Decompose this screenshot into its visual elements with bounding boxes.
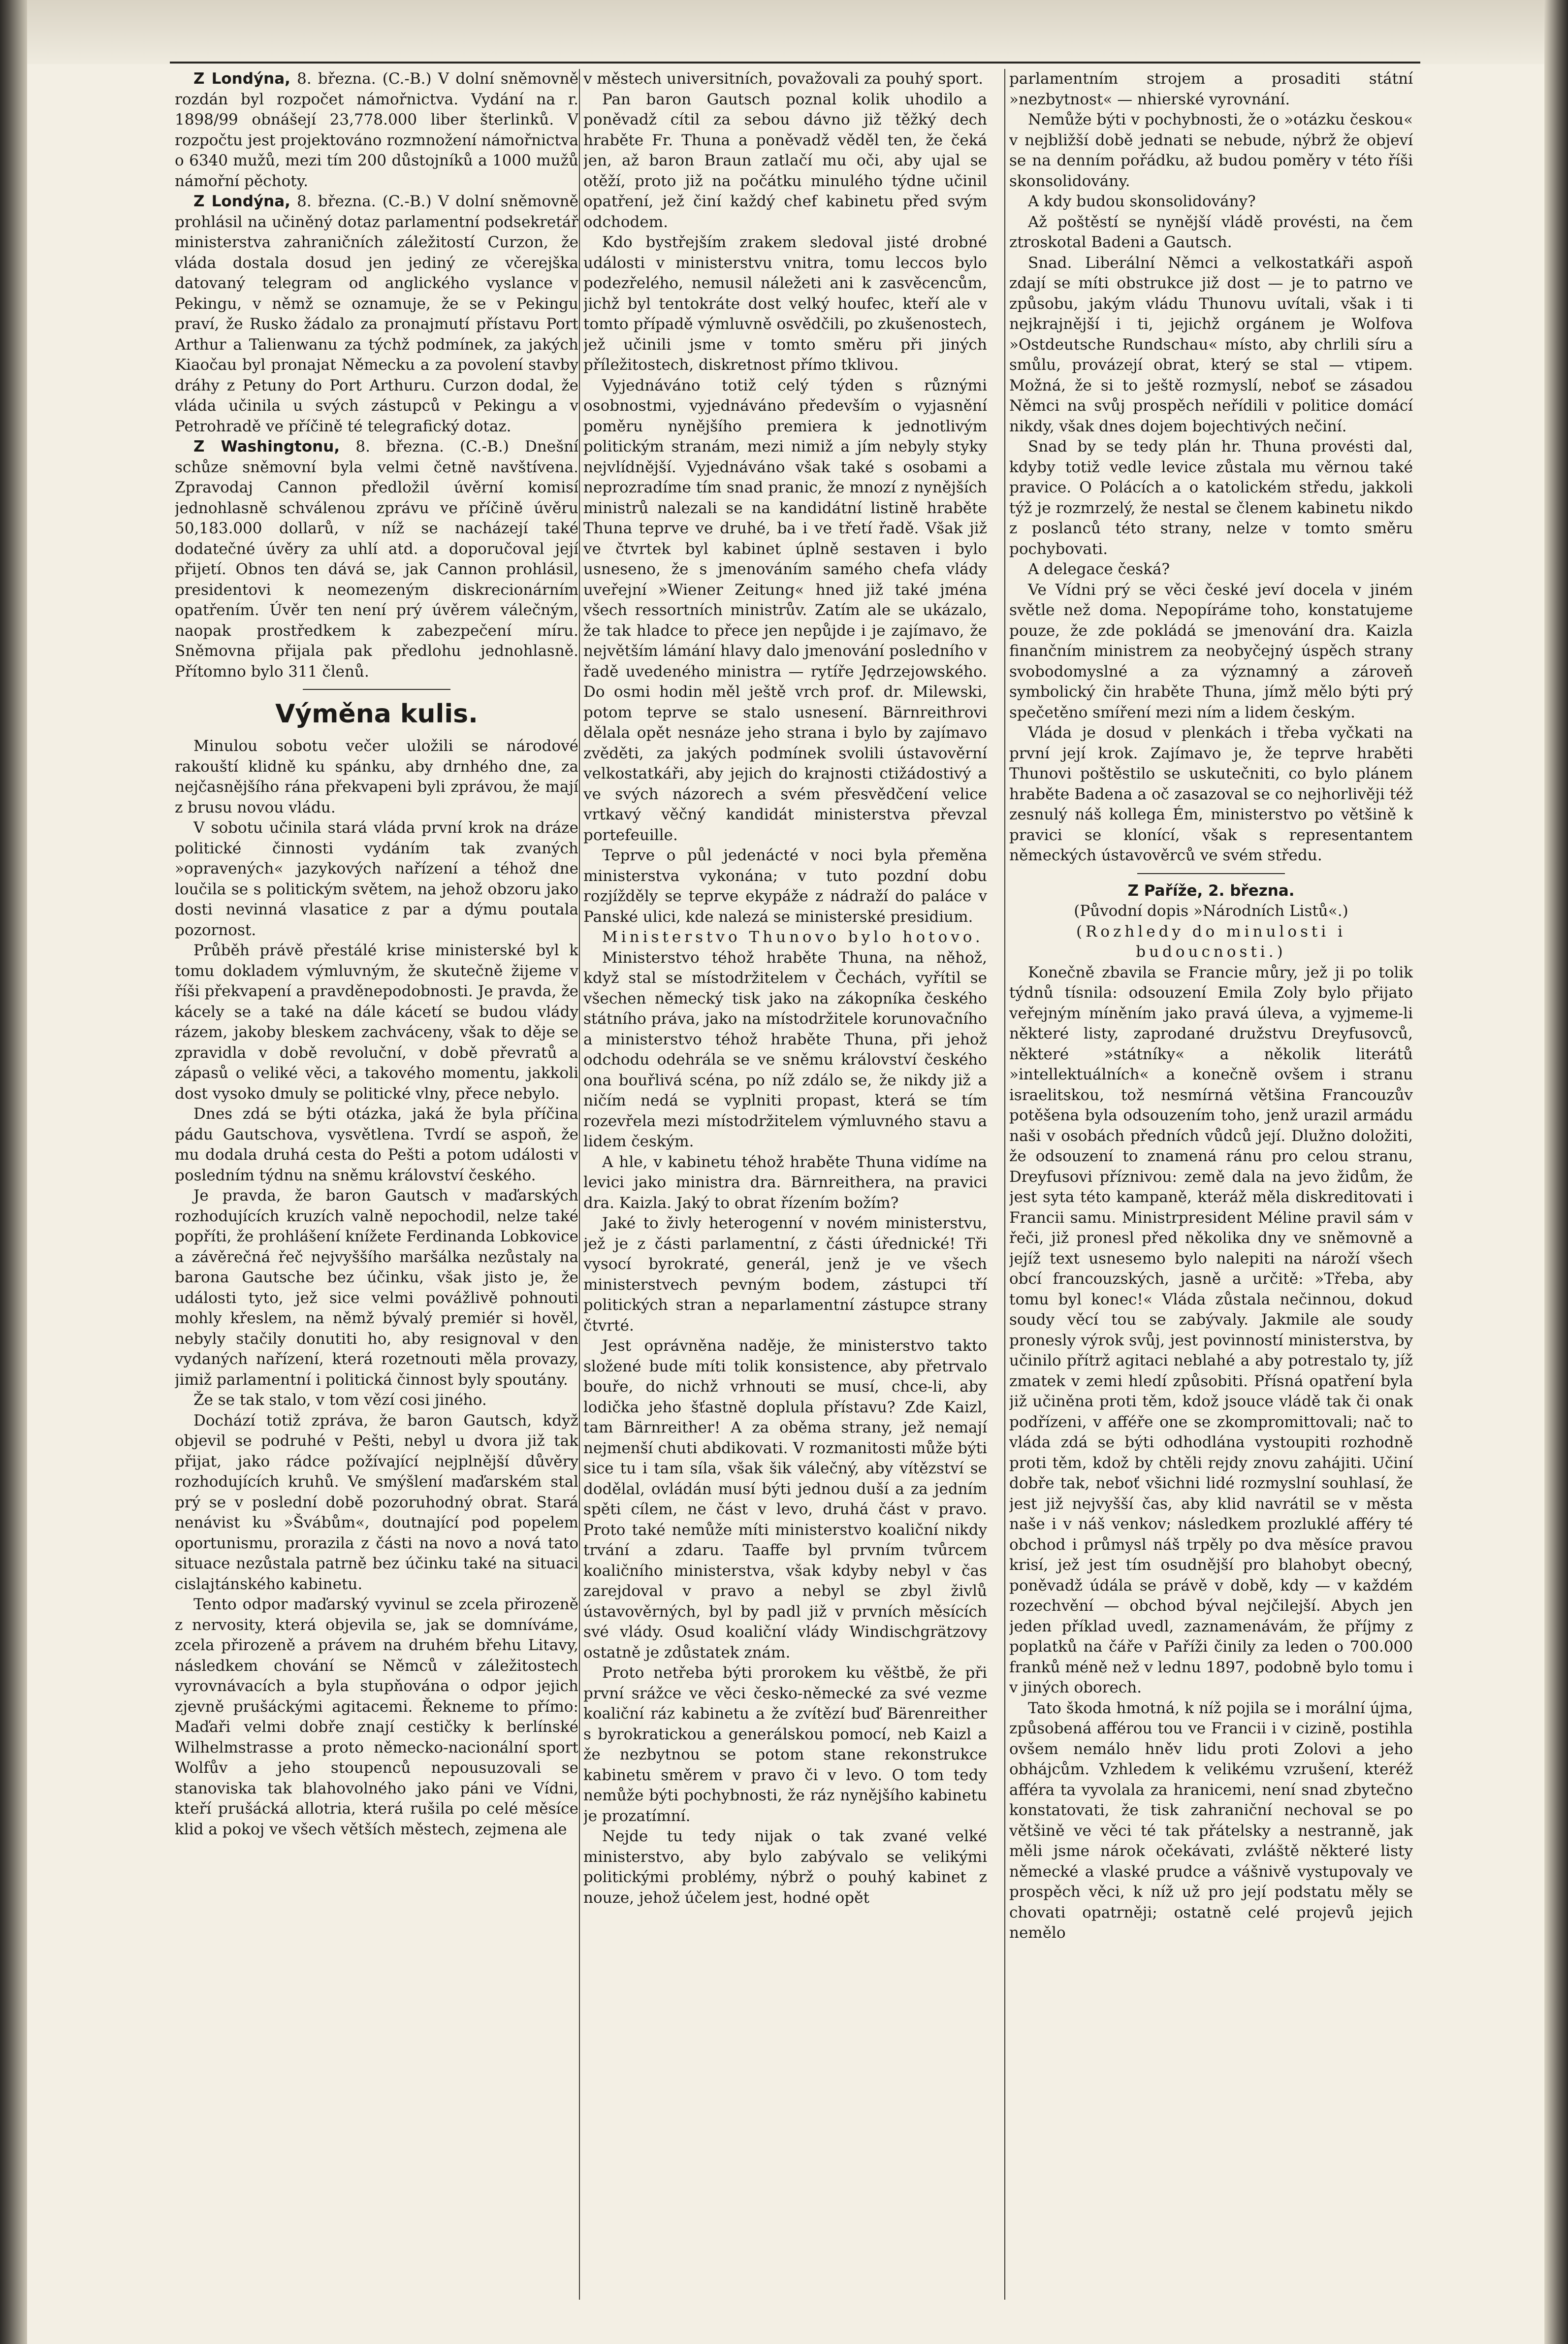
article-paragraph: Jaké to živly heterogenní v novém ministerstvu, jež je z části parlamentní, z části úřednické! Tři vysocí byrokraté, generál, jenž je ve všech ministerstvech pevným bodem, zástupci tří politických stran a neparlamentní zástupce strany čtvrté. — [583, 1214, 987, 1335]
article-paragraph: V sobotu učinila stará vláda první krok na dráze politické činnosti vydáním tak zvaných »opravených« jazykových nařízení a téhož dne loučila se s politickým světem, na jehož obzoru jako dosti nevinná vlasatice z par a dýmu poutala pozornost. — [175, 819, 578, 939]
article-paragraph: Tento odpor maďarský vyvinul se zcela přirozeně z nervosity, která objevila se, jak se domníváme, zcela přirozeně a právem na druhém břehu Litavy, následkem chování se Němců v záležitostech vyrovnávacích a byla stupňována o odpor jejich zjevně prušáckými agitacemi. Řekneme to přímo: Maďaři velmi dobře znají cestičky k berlínské Wilhelmstrasse a proto německo-nacionální sport Wolfův a jeho stoupenců nepousuzovali se stanoviska tak blahovolného jako páni ve Vídni, kteří prušácká allotria, která rušila po celé měsíce klid a pokoj ve všech větších městech, zejmena ale — [175, 1595, 578, 1838]
article-paragraph: Nemůže býti v pochybnosti, že o »otázku českou« v nejbližší době jednati se nebude, nýbrž že objeví se na denním pořádku, až budou poměry v této říši skonsolidovány. — [1009, 111, 1413, 190]
article-paragraph: Konečně zbavila se Francie můry, jež ji po tolik týdnů tísnila: odsouzení Emila Zoly bylo přijato veřejným míněním jako pravá úleva, a vyjmeme-li některé listy, zaprodané družstvu Dreyfusovců, některé »státníky« a několik literátů »intellektuálních« a konečně ovšem i stranu israelitskou, tož nesmírná většina Francouzův potěšena byla odsouzením toho, jenž urazil armádu naši v osobách předních vůdců její. Dlužno doložiti, že odsouzení to znamená ránu pro celou stranu, Dreyfusovi příznivou: země dala na jevo židům, že jest syta této kampaně, kteráž měla diskreditovati i Francii samu. Ministrpresident Méline pravil sám v řeči, již pronesl před několika dny ve sněmovně a jejíž text usnesemo bylo nalepiti na nároží všech obcí francouzských, jasně a určitě: »Třeba, aby tomu byl konec!« Vláda zůstala nečinnou, dokud soudy věcí tou se zabývaly. Jakmile ale soudy pronesly výrok svůj, jest povinností ministerstva, by učinilo přítrž agitaci neblahé a aby potrestalo ty, jíž zmatek v zemi hledí způsobiti. Přísná opatření byla již učiněna proti těm, kdož jsouce vládě tak či onak podřízeni, v afféře one se zkompromittovali; nač to vláda zdá se býti odhodlána vystoupiti rozhodně proti těm, kdož by chtěli rejdy znovu zahájiti. Učiní dobře tak, neboť všichni lidé rozmyslní souhlasí, že jest již nejvyšší čas, aby klid navrátil se v města naše i v náš venkov; následkem prozluklé afféry té obchod i průmysl náš trpěly po dva měsíce pravou krisí, jež jest tím osudnější pro blahobyt obecný, poněvadž údála se právě v době, kdy — v každém rozechvění — obchod býval nejčilejší. Abych jen jeden příklad uvedl, zaznamenávám, že příjmy z poplatků na čáře v Paříži činily za leden o 700.000 franků méně než v lednu 1897, podobně bylo tomu i v jiných oborech. — [1009, 963, 1413, 1696]
article-paragraph: Ministerstvo téhož hraběte Thuna, na něhož, když stal se místodržitelem v Čechách, vyřítil se všechen německý tisk jako na zákopníka českého státního práva, jako na místodržitele korunovačního a ministerstvo téhož hraběte Thuna, při jehož odchodu odehrála se ve sněmu království českého ona bouřlivá scéna, po níž zdálo se, že nikdy již a ničím nedá se vyplniti propast, která se tím rozevřela mezi místodržitelem výmluvného stavu a lidem českým. — [583, 948, 987, 1150]
article-paragraph: Jest oprávněna naděje, že ministerstvo takto složené bude míti tolik konsistence, aby přetrvalo bouře, do nichž vrhnouti se musí, chce-li, aby lodička jeho šťastně doplula přístavu? Zde Kaizl, tam Bärnreither! A za oběma strany, jež nemají nejmenší chuti abdikovati. V rozmanitosti může býti sice tu i tam síla, však šik válečný, aby vítězství se dodělal, ovládán musí býti jednou duší a za jedním spěti cílem, ne část v levo, druhá část v pravo. Proto také nemůže míti ministerstvo koaliční nikdy trvání a zdaru. Taaffe byl prvním tvůrcem koaličního ministerstva, však kdyby nebyl v čas zarejdoval v pravo a nebyl se zbyl živlů ústavověrných, byl by padl již v prvních měsících své vlády. Osud koaliční vlády Windischgrätzovy ostatně je zdůstatek znám. — [583, 1337, 987, 1661]
news-text: 8. března. (C.-B.) V dolní sněmovně prohlásil na učiněný dotaz parlamentní podsekretář ministerstva zahraničních záležitostí Curzon, že vláda dostala dosud jen jediný ze včerejška datovaný telegram od anglického vyslance v Pekingu, v němž se oznamuje, že se v Pekingu praví, že Rusko žádalo za pronajmutí přístavu Port Arthur a Talienwanu za týchž podmínek, za jakých Kiaočau byl pronajat Německu a za povolení stavby dráhy z Petuny do Port Arthuru. Curzon dodal, že vláda učinila u svých zástupců v Pekingu a v Petrohradě ve příčině té telegrafický dotaz. — [175, 193, 578, 435]
article-paragraph: Vyjednáváno totiž celý týden s různými osobnostmi, vyjednáváno především o vyjasnění poměru nynějšího premiera k jednotlivým politickým stranám, mezi nimiž a jím nebyly styky nejvlídnější. Vyjednáváno však také s osobami a neprozradíme tím snad pranic, že mnozí z nynějších ministrů nalezali se na kandidátní listině hraběte Thuna teprve ve druhé, ba i ve třetí řadě. Však již ve čtvrtek byl kabinet úplně sestaven i bylo usneseno, že s jmenováním samého chefa vlády uveřejní »Wiener Zeitung« hned již také jména všech ressortních ministrův. Zatím ale se ukázalo, že tak hladce to přece jen nepůjde i je zajímavo, že největším lámání hlavy dalo jmenování posledního v řadě uvedeného ministra — rytíře Jędrzejowského. Do osmi hodin měl ještě vrch prof. dr. Milewski, potom teprve se stalo usnesení. Bärnreithrovi dělala opět nesnáze jeho strana i bylo by zajímavo zvěděti, za jakých podmínek svolili ústavověrní velkostatkáři, aby jejich do krajnosti ctižádostivý a ve svých názorech a svém přesvědčení velice vrtkavý věčný kandidát ministerstva převzal portefeuille. — [583, 376, 987, 844]
article-paragraph: Nejde tu tedy nijak o tak zvané velké ministerstvo, aby bylo zabývalo se velikými politickými problémy, nýbrž o pouhý kabinet z nouze, jehož účelem jest, hodné opět — [583, 1827, 987, 1907]
news-text: 8. března. (C.-B.) V dolní sněmovně rozdán byl rozpočet námořnictva. Vydání na r. 1898/99 obnášejí 23,778.000 liber šterlinků. V rozpočtu jest projektováno rozmnožení námořnictva o 6340 mužů, mezi tím 200 důstojníků a 1000 mužů námořní pěchoty. — [175, 70, 578, 190]
section-rule — [303, 689, 450, 690]
article-paragraph: Ve Vídni prý se věci české jeví docela v jiném světle než doma. Nepopíráme toho, konstatujeme pouze, že zde pokládá se jmenování dra. Kaizla finančním ministrem za neobyčejný úspěch strany svobodomyslné a za významný a zároveň symbolický čin hraběte Thuna, jímž mělo býti prý spečetěno smíření mezi ním a lidem českým. — [1009, 581, 1413, 721]
column-divider-2 — [1004, 69, 1005, 2300]
article-subtitle: (Rozhledy do minulosti i budoucnosti.) — [1076, 922, 1346, 961]
article-paragraph: Dochází totiž zpráva, že baron Gautsch, když objevil se podruhé v Pešti, nebyl u dvora již tak přijat, jako rádce požívající nejplnější důvěry rozhodujících kruhů. Ve smýšlení maďarském stal prý se v poslední době pozoruhodný obrat. Stará nenávist ku »Švábům«, doutnající pod popelem oportunismu, prorazila z části na novo a nová tato situace nezůstala patrně bez účinku také na situaci cislajtánského kabinetu. — [175, 1411, 578, 1593]
news-item-washington — [175, 437, 578, 682]
article-paragraph: Dnes zdá se býti otázka, jaká že byla příčina pádu Gautschova, vysvětlena. Tvrdí se aspoň, že mu dodala druhá cesta do Pešti a potom události v posledním týdnu na sněmu království českého. — [175, 1105, 578, 1184]
article-paragraph: Teprve o půl jedenácté v noci byla přeměna ministerstva vykonána; v tuto pozdní dobu rozjížděly se teprve ekypáže z nádraží do paláce v Panské ulici, kde nalezá se ministerské presidium. — [583, 846, 987, 926]
column-3 — [1009, 69, 1413, 2300]
column-divider-1 — [579, 69, 580, 2300]
article-paragraph: Kdo bystřejším zrakem sledoval jisté drobné události v ministerstvu vnitra, tomu leccos bylo podezřelého, nemusil náležeti ani k zasvěcencům, jichž byl tentokráte dost velký houfec, kteří ale v tomto případě výmluvně osvědčili, po zkušenostech, jež učinili jsme v tomto směru při jiných příležitostech, diskretnost přímo tklivou. — [583, 233, 987, 374]
article-paragraph: Průběh právě přestálé krise ministerské byl k tomu dokladem výmluvným, že skutečně žijeme v říši překvapení a pravděnepodobnosti. Je pravda, že kácely se a také na dále kácetí se budou vlády rázem, jakoby bleskem zachváceny, však to děje se zpravidla v době revoluční, v době převratů a zápasů o veliké věci, a takového momentu, jakkoli dost vysoko dmuly se politické vlny, přece nebylo. — [175, 942, 578, 1103]
column-1 — [175, 69, 578, 2300]
article-paragraph: Minulou sobotu večer uložili se národové rakouští klidně ku spánku, aby drnhého dne, za nejčasnějšího rána překvapeni byli zprávou, že mají z brusu novou vládu. — [175, 737, 578, 816]
news-item-london-2 — [175, 192, 578, 437]
article-paragraph: Proto netřeba býti prorokem ku věštbě, že při první srážce ve věci česko-německé za své vezme koaliční ráz kabinetu a že zvítězí buď Bärenreither s byrokratickou a generálskou pomocí, neb Kaizl a že nezbytnou se potom stane rekonstrukce kabinetu směrem v pravo či v levo. O tom tedy nemůže býti pochybnosti, že ráz nynějšího kabinetu je prozatímní. — [583, 1664, 987, 1825]
article-paragraph: v městech universitních, považovali za pouhý sport. — [583, 70, 983, 88]
article-paragraph: A kdy budou skonsolidovány? — [1028, 193, 1256, 210]
news-text: 8. března. (C.-B.) Dnešní schůze sněmovní byla velmi četně navštívena. Zpravodaj Cannon předložil úvěrní komisí jednohlasně schválenou zprávu ve příčině úvěru 50,183.000 dollarů, v níž se nacházejí také dodatečné úvěry za uhlí atd. a doporučoval její přijetí. Obnos ten dává se, jak Cannon prohlásil, presidentovi k neomezeným diskrecionárním opatřením. Úvěr ten není prý úvěrem válečným, naopak prostředkem k zabezpečení míru. Sněmovna přijala pak předlohu jednohlasně. Přítomno bylo 311 členů. — [175, 438, 578, 681]
dateline-place: Z Londýna, — [193, 70, 290, 88]
article-paragraph: Že se tak stalo, v tom vězí cosi jiného. — [193, 1391, 487, 1409]
page-left-edge — [0, 0, 27, 2344]
article-paragraph: Vláda je dosud v plenkách i třeba vyčkati na první její krok. Zajímavo je, že teprve hraběti Thunovi poštěstilo se uskutečniti, co bylo plánem hraběte Badena a oč zasazoval se co nejhorlivěji též zesnulý náš kollega Ém, ministerstvo po většině k pravici se klonící, však s representantem německých ústavověrců ve svém středu. — [1009, 724, 1413, 864]
column-2 — [583, 69, 987, 2300]
article-paragraph: Snad by se tedy plán hr. Thuna provésti dal, kdyby totiž vedle levice zůstala mu věrnou také pravice. O Polácích a o katolickém středu, jakkoli týž je rozmrzelý, že nestal se členem kabinetu nikdo z poslanců této strany, nelze v tomto směru pochybovati. — [1009, 438, 1413, 558]
article-paragraph: parlamentním strojem a prosaditi státní »nezbytnost« — nhierské vyrovnání. — [1009, 70, 1413, 108]
dateline-place: Z Washingtonu, — [193, 438, 340, 456]
article-paragraph: A delegace česká? — [1028, 560, 1170, 578]
dateline-place: Z Londýna, — [193, 193, 290, 210]
article-title: Výměna kulis. — [275, 699, 478, 729]
article-paragraph: Je pravda, že baron Gautsch v maďarských rozhodujících kruzích valně nepochodil, nelze také popříti, že prohlášení knížete Ferdinanda Lobkovice a závěrečná řeč nejvyššího maršálka nezůstaly na barona Gautsche bez účinku, však jisto je, že události tyto, jež sice velmi povážlivě pohnouti mohly křeslem, na němž bývalý premiér si hověl, nebyly stačily donutiti ho, aby resignoval v den vydaných nařízení, která rozetnouti měla provazy, jimiž parlamentní i politická činnost byly spoutány. — [175, 1187, 578, 1389]
dateline-paris: Z Paříže, 2. března. — [1127, 881, 1295, 900]
article-paragraph: A hle, v kabinetu téhož hraběte Thuna vidíme na levici jako ministra dra. Bärnreithera, na pravici dra. Kaizla. Jaký to obrat řízením božím? — [583, 1153, 987, 1212]
article-paragraph: Až poštěstí se nynější vládě provésti, na čem ztroskotal Badeni a Gautsch. — [1009, 213, 1413, 251]
emphasis-line: Ministerstvo Thunovo bylo hotovo. — [602, 928, 984, 946]
article-paragraph: Snad. Liberální Němci a velkostatkáři aspoň zdají se míti obstrukce již dost — je to patrno ve způsobu, jakým vládu Thunovu uvítali, však i ti nejkrajnější i ti, jejichž orgánem je Wolfova »Ostdeutsche Rundschau« místo, aby chrlili síru a smůlu, provázejí obrat, který se stal — vtipem. Možná, že si to ještě rozmyslí, neboť se zásadou Němci na svůj prospěch neřídili v politice domácí nikdy, však dnes dojem bojechtivých nečiní. — [1009, 254, 1413, 435]
section-rule — [1137, 873, 1285, 874]
news-item-london-1 — [175, 69, 578, 192]
article-paragraph: Tato škoda hmotná, k níž pojila se i morální újma, způsobená afférou tou ve Francii i v cizině, postihla ovšem nemálo hněv lidu proti Zolovi a jeho obhájcům. Vzhledem k velikému vzrušení, kteréž afféra ta vyvolala za hranicemi, není snad zbytečno konstatovati, že tisk zahraniční nechoval se po většině ve věci té tak přátelsky a nestranně, jak měli jsme nárok očekávati, zvláště některé listy německé a vlaské prudce a vášnivě vystupovaly ve prospěch věci, k níž už pro její podstatu měly se chovati opatrněji; ostatně celé projevů jejich nemělo — [1009, 1699, 1413, 1942]
top-rule — [170, 62, 1420, 64]
source-note: (Původní dopis »Národních Listů«.) — [1074, 902, 1348, 920]
article-paragraph: Pan baron Gautsch poznal kolik uhodilo a poněvadž cítil za sebou dávno již těžký dech hraběte Fr. Thuna a poněvadž věděl ten, že čeká jen, až baron Braun zatlačí mu oči, aby ujal se otěží, proto již na počátku minulého týdne učinil opatření, jež činí každý chef kabinetu před svým odchodem. — [583, 90, 987, 231]
page-top-margin — [27, 0, 1544, 64]
page-right-edge — [1544, 0, 1568, 2344]
